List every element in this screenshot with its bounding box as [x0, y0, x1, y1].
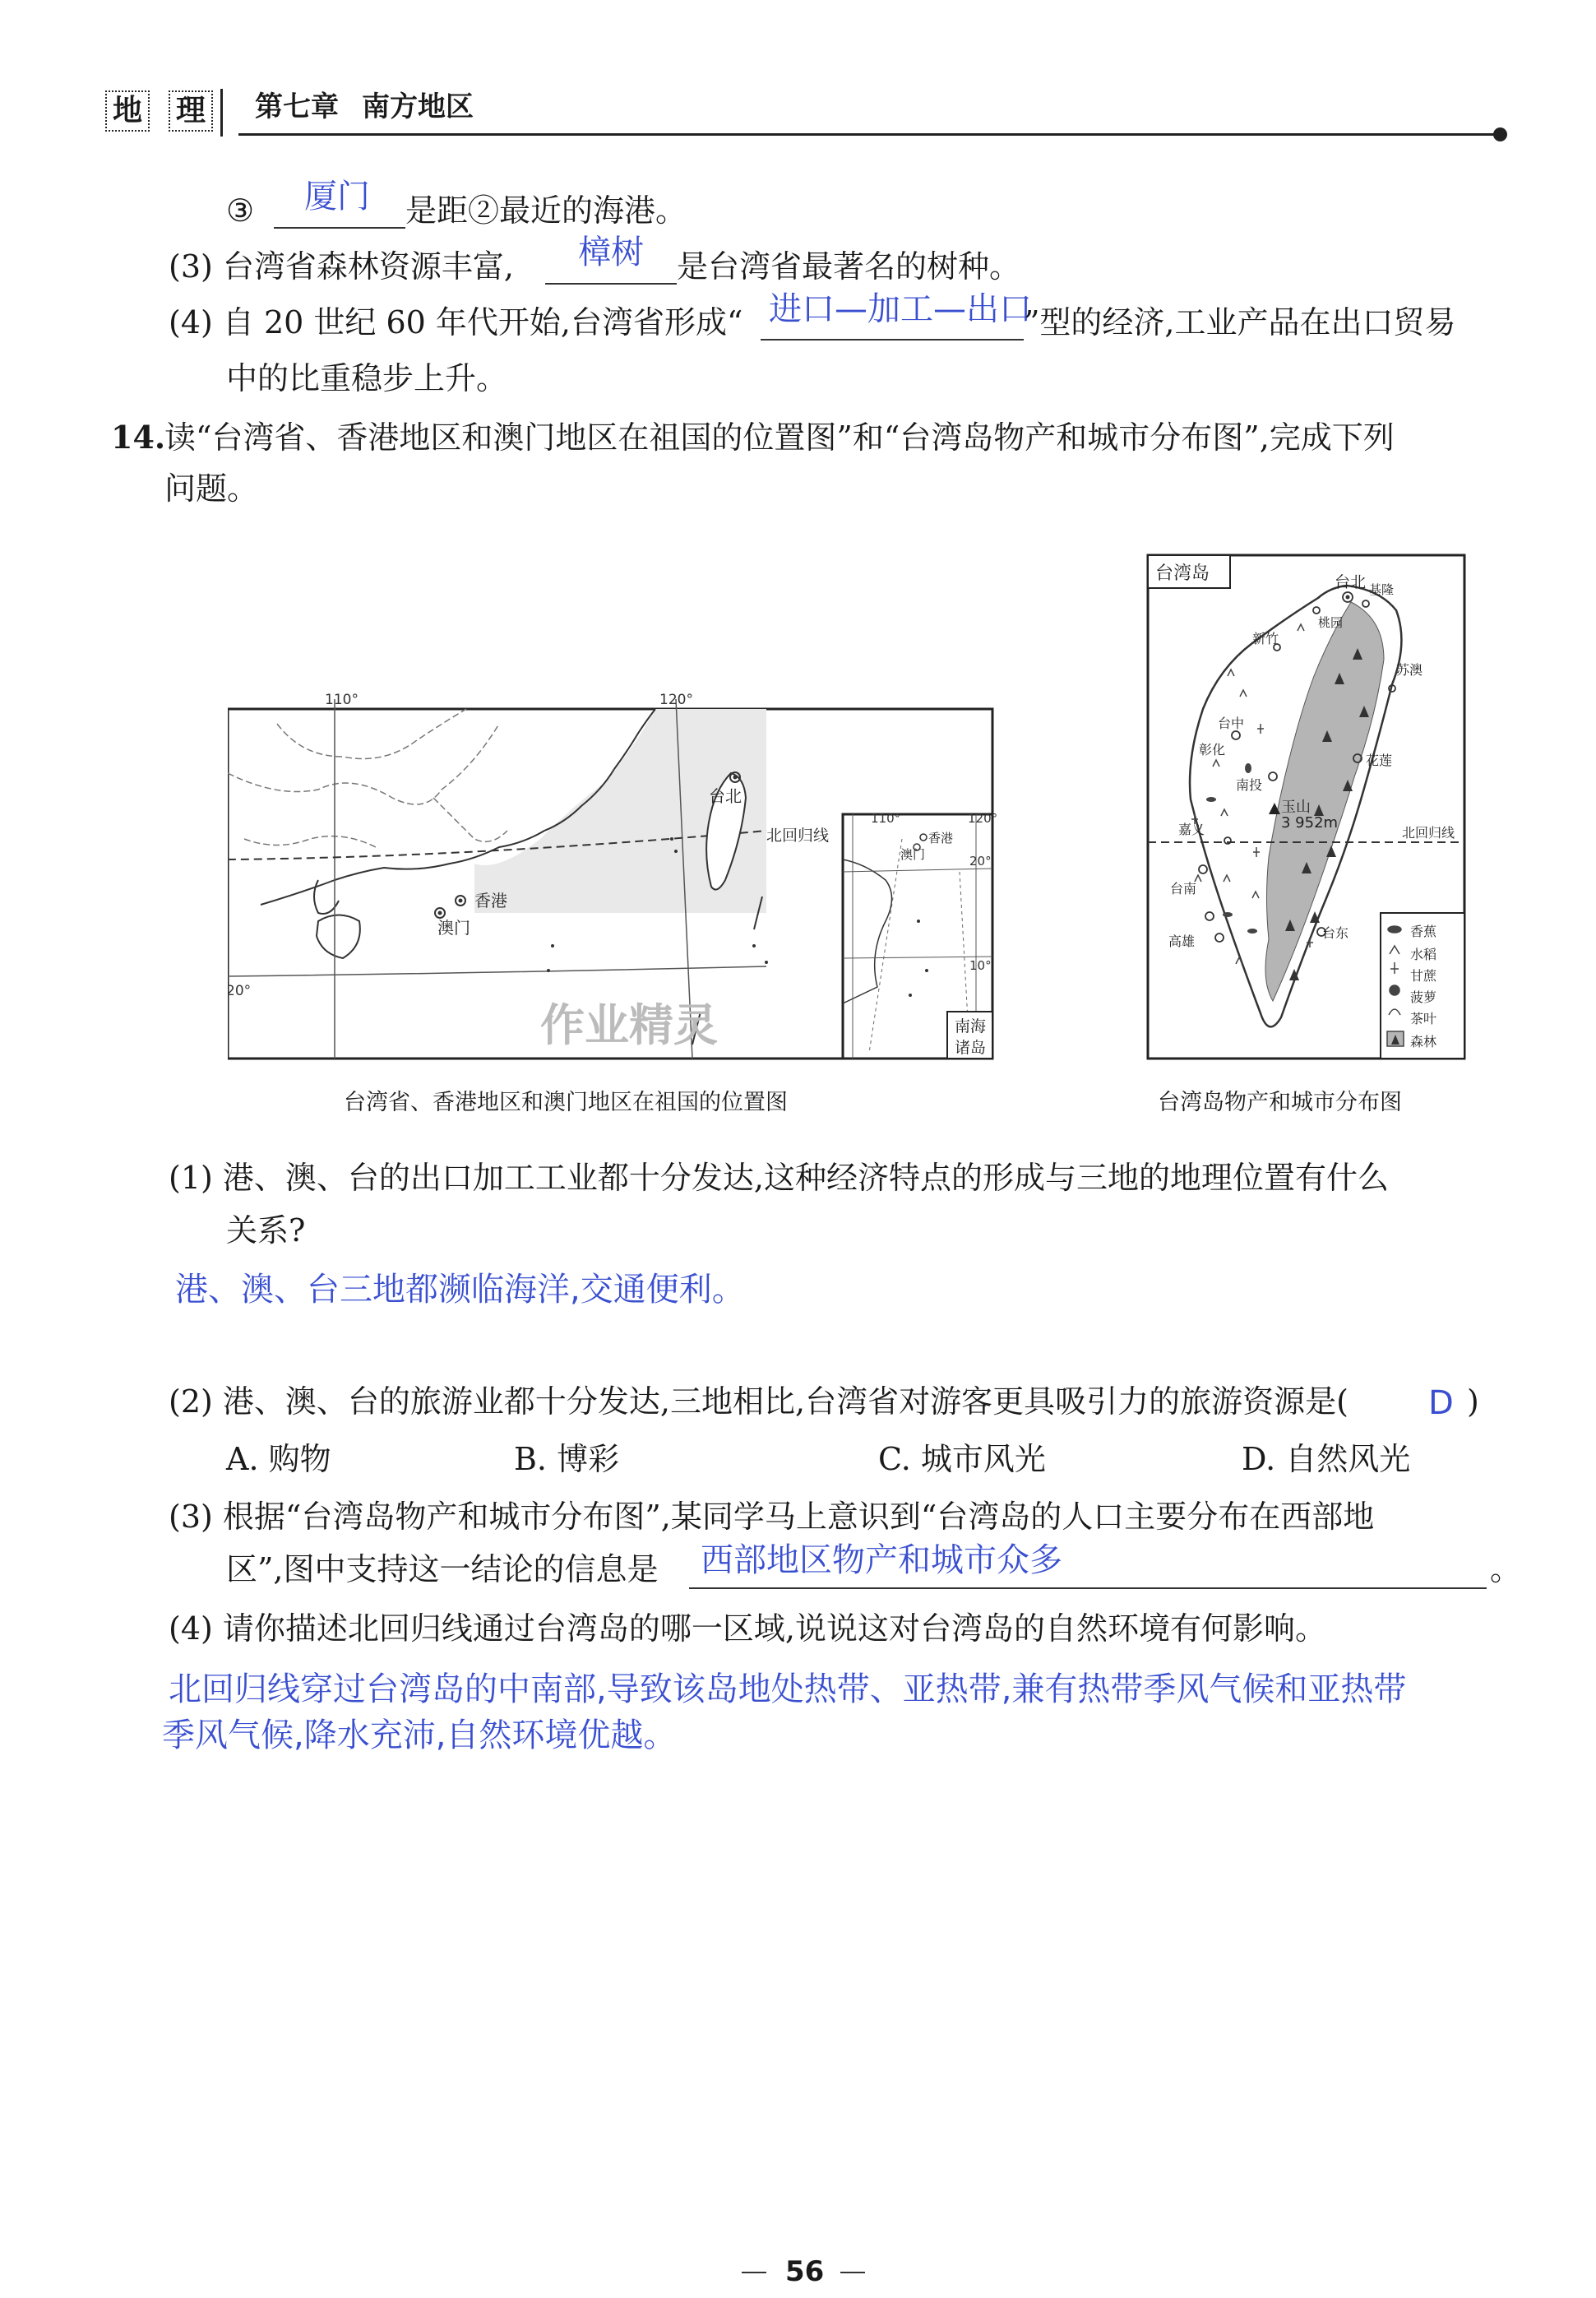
q14-p1-line2: 关系?: [226, 1212, 306, 1249]
location-map-svg: [228, 674, 997, 1061]
city-taipei: 台北: [1335, 573, 1367, 591]
taiwan-map-title: 台湾岛: [1155, 563, 1210, 584]
q14-p2-close: ): [1467, 1383, 1479, 1420]
location-map-caption: 台湾省、香港地区和澳门地区在祖国的位置图: [344, 1090, 788, 1115]
q14-number: 14.: [111, 419, 166, 456]
q14-p2-answer: D: [1428, 1384, 1454, 1422]
legend-sugarcane: 甘蔗: [1410, 968, 1437, 984]
header-divider: [220, 89, 223, 137]
q13-item3-prefix: ③: [226, 192, 255, 229]
legend-tea: 茶叶: [1410, 1011, 1437, 1026]
city-hsinchu: 新竹: [1252, 631, 1279, 646]
q13-item4-blank: [761, 339, 1024, 341]
peak-height: 3 952m: [1281, 814, 1339, 832]
location-map: [228, 674, 997, 1061]
legend-forest: 森林: [1410, 1034, 1437, 1049]
taipei-label: 台北: [709, 786, 742, 806]
legend-rice: 水稻: [1410, 947, 1437, 962]
q14-p2-option-a: A. 购物: [226, 1441, 331, 1477]
q13-item4-cont: 中的比重稳步上升。: [226, 360, 508, 396]
taiwan-map-caption: 台湾岛物产和城市分布图: [1158, 1090, 1402, 1115]
q14-p2-stem: (2) 港、澳、台的旅游业都十分发达,三地相比,台湾省对游客更具吸引力的旅游资源是(: [169, 1383, 1349, 1420]
q14-stem-line2: 问题。: [164, 470, 259, 507]
city-keelung: 基隆: [1369, 582, 1395, 597]
inset-label-a: 南海: [955, 1017, 987, 1035]
city-nantou: 南投: [1236, 777, 1263, 793]
city-tainan: 台南: [1170, 881, 1197, 896]
inset-lon110-label: 110°: [871, 811, 901, 826]
header-rule-dot: [1493, 127, 1507, 141]
subject-box-li: 理: [169, 90, 213, 132]
q13-item3b-blank: [545, 283, 677, 285]
city-chiayi: 嘉义: [1178, 822, 1205, 837]
q13-item3-suffix: 是距②最近的海港。: [405, 192, 687, 229]
macau-label: 澳门: [437, 918, 470, 938]
q13-item4-answer: 进口—加工—出口: [769, 290, 1032, 328]
q14-p3-answer: 西部地区物产和城市众多: [701, 1541, 1062, 1579]
q14-p3-blank: [689, 1587, 1487, 1589]
inset-lat10-label: 10°: [969, 958, 992, 973]
q14-p3-line2: 区”,图中支持这一结论的信息是: [226, 1551, 659, 1587]
page-number-right-dash: [840, 2272, 865, 2273]
taiwan-map-svg: [1145, 553, 1468, 1063]
inset-lat20-label: 20°: [969, 854, 992, 869]
q14-p1-line1: (1) 港、澳、台的出口加工工业都十分发达,这种经济特点的形成与三地的地理位置有什么: [169, 1160, 1389, 1196]
q13-item3b-label: (3) 台湾省森林资源丰富,: [169, 248, 514, 285]
q13-item3b-suffix: 是台湾省最著名的树种。: [677, 248, 1021, 285]
q14-stem-line1: 读“台湾省、香港地区和澳门地区在祖国的位置图”和“台湾岛物产和城市分布图”,完成下列: [164, 419, 1395, 456]
lon-110-label: 110°: [325, 692, 359, 708]
q13-item4-label: (4) 自 20 世纪 60 年代开始,台湾省形成“: [169, 304, 743, 341]
city-hualien: 花莲: [1366, 753, 1393, 768]
city-changhua: 彰化: [1199, 742, 1226, 758]
city-taitung: 台东: [1322, 925, 1349, 941]
q14-p1-answer: 港、澳、台三地都濒临海洋,交通便利。: [175, 1271, 745, 1309]
city-kaohsiung: 高雄: [1168, 934, 1196, 949]
q13-item3-blank: [274, 227, 405, 229]
city-taoyuan: 桃园: [1318, 615, 1344, 630]
hongkong-label: 香港: [474, 891, 507, 910]
city-suao: 苏澳: [1396, 662, 1423, 678]
peak-name: 玉山: [1281, 799, 1311, 816]
subject-box-di: 地: [105, 90, 150, 132]
legend-pineapple: 菠萝: [1410, 989, 1437, 1005]
inset-lon120-label: 120°: [968, 811, 997, 826]
inset-hk-label: 香港: [928, 831, 954, 846]
legend-banana: 香蕉: [1410, 924, 1437, 939]
chapter-title: 第七章 南方地区: [255, 90, 474, 123]
lat-20-label: 20°: [228, 983, 252, 999]
taiwan-map: [1145, 553, 1468, 1063]
q13-item4-suffix: ”型的经济,工业产品在出口贸易: [1024, 304, 1456, 341]
lon-120-label: 120°: [659, 692, 693, 708]
q14-p4-stem: (4) 请你描述北回归线通过台湾岛的哪一区域,说说这对台湾岛的自然环境有何影响。: [169, 1610, 1326, 1647]
q14-p3-line1: (3) 根据“台湾岛物产和城市分布图”,某同学马上意识到“台湾岛的人口主要分布在西部地: [169, 1499, 1375, 1535]
q14-p3-end: 。: [1490, 1551, 1522, 1587]
q14-p2-option-c: C. 城市风光: [878, 1441, 1046, 1477]
q13-item3b-answer: 樟树: [578, 234, 644, 271]
q14-p2-option-b: B. 博彩: [514, 1441, 620, 1477]
inset-label-b: 诸岛: [955, 1039, 987, 1057]
q14-p2-option-d: D. 自然风光: [1242, 1441, 1411, 1477]
page-number: 56: [785, 2255, 825, 2288]
q13-item3-answer: 厦门: [304, 178, 370, 215]
inset-macau-label: 澳门: [900, 847, 926, 862]
watermark: 作业精灵: [540, 999, 718, 1051]
q14-p4-answer-line2: 季风气候,降水充沛,自然环境优越。: [162, 1717, 677, 1754]
city-taichung: 台中: [1218, 716, 1245, 731]
header-rule: [238, 133, 1501, 136]
page-number-left-dash: [742, 2272, 766, 2273]
tropic-label-tw: 北回归线: [1402, 825, 1455, 841]
q14-p4-answer-line1: 北回归线穿过台湾岛的中南部,导致该岛地处热带、亚热带,兼有热带季风气候和亚热带: [169, 1670, 1407, 1708]
tropic-label: 北回归线: [766, 827, 830, 845]
